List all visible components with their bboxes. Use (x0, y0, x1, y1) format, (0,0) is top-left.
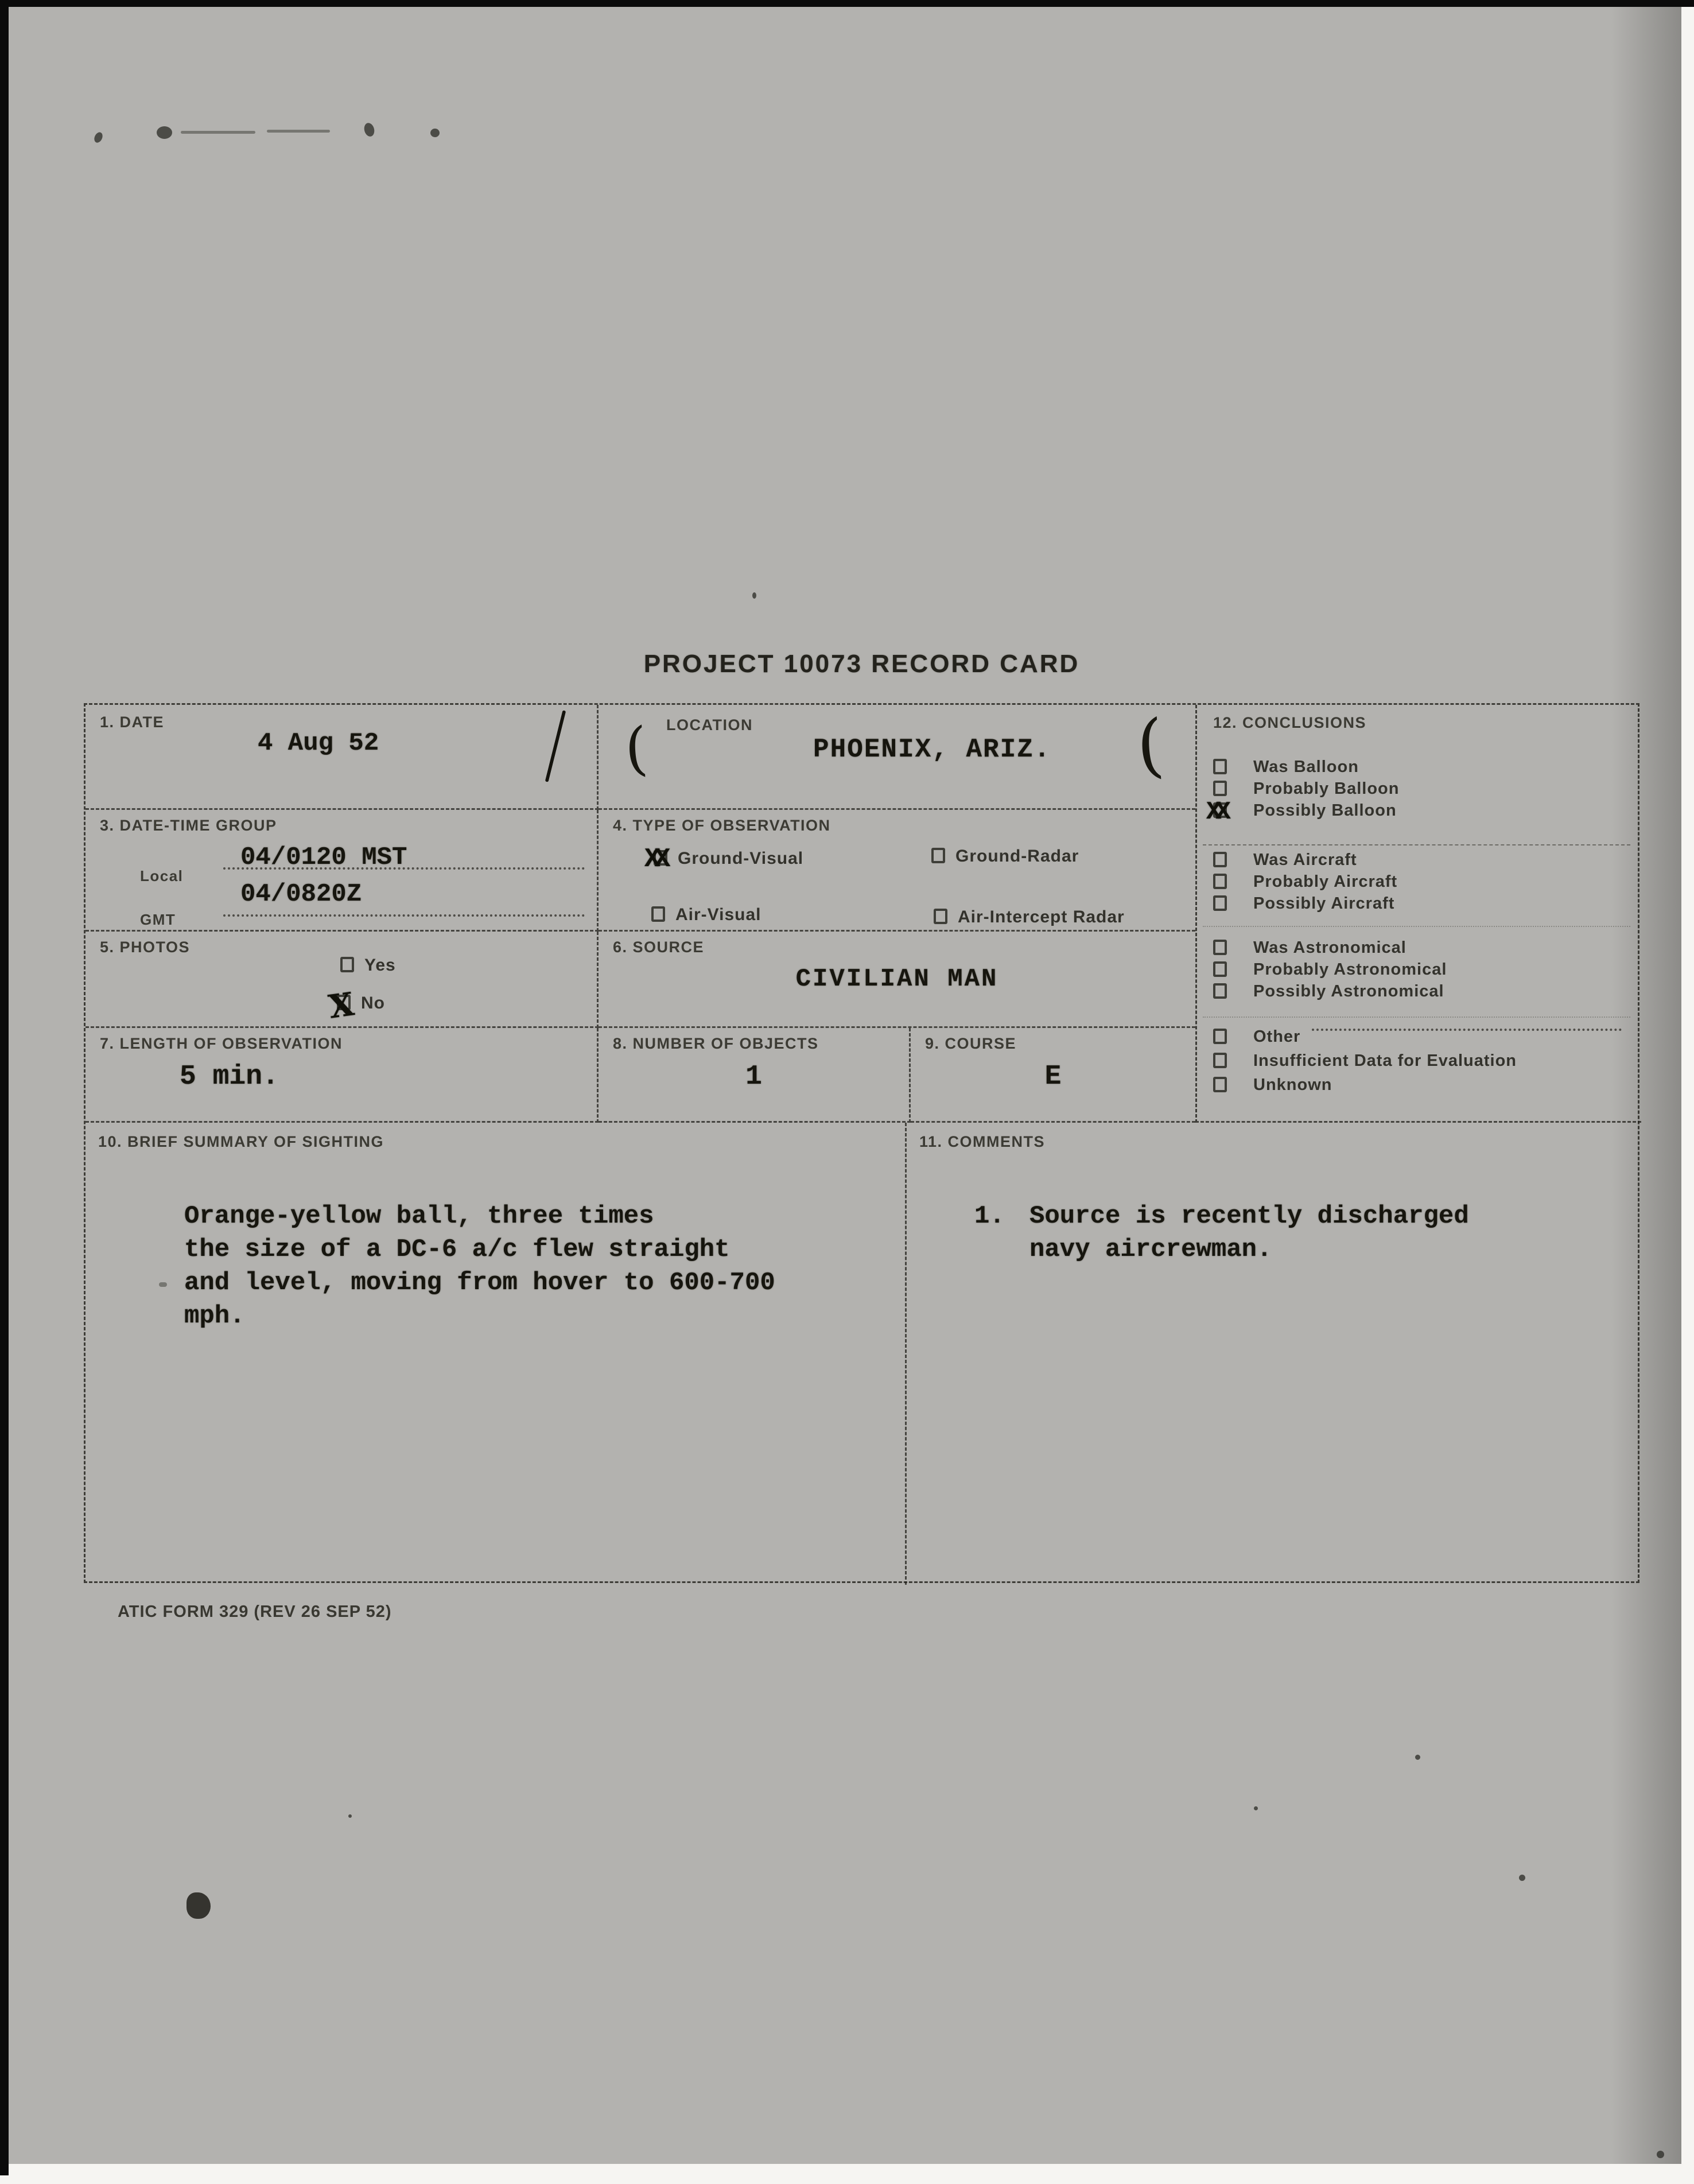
group-separator (1203, 1017, 1630, 1018)
conclusion-probably-balloon (1213, 779, 1626, 802)
ink-speck (1519, 1875, 1525, 1881)
conclusion-label: Other (1253, 1027, 1301, 1046)
field-number-of-objects (599, 1028, 911, 1123)
conclusion-label: Probably Aircraft (1253, 872, 1398, 891)
conclusion-label: Possibly Aircraft (1253, 894, 1395, 913)
checkbox-mark-handwritten: X (326, 985, 356, 1026)
page-title: PROJECT 10073 RECORD CARD (643, 650, 1080, 678)
field-length-value: 5 min. (180, 1061, 279, 1092)
ink-speck (157, 126, 172, 139)
field-dtg-gmt-value: 04/0820Z (240, 880, 362, 909)
scan-edge-left (0, 0, 9, 2175)
scan-edge-top (0, 0, 1694, 7)
ink-speck (1415, 1755, 1420, 1760)
field-source (599, 932, 1195, 1028)
conclusion-possibly-astronomical (1213, 982, 1626, 1005)
checkbox-icon (934, 909, 947, 924)
conclusion-label: Was Balloon (1253, 758, 1359, 776)
field-summary-label: 10. BRIEF SUMMARY OF SIGHTING (98, 1133, 384, 1150)
field-type-of-observation (599, 810, 1195, 932)
summary-line: the size of a DC-6 a/c flew straight (184, 1235, 730, 1264)
field-date-value: 4 Aug 52 (258, 729, 379, 758)
field-dtg-local-value: 04/0120 MST (240, 843, 407, 872)
conclusion-insufficient-data (1213, 1052, 1626, 1074)
ink-speck (1254, 1806, 1258, 1810)
comment-number: 1. (974, 1202, 1005, 1231)
field-length-label: 7. LENGTH OF OBSERVATION (100, 1035, 343, 1052)
conclusion-was-aircraft (1213, 851, 1626, 874)
field-comments-label: 11. COMMENTS (919, 1133, 1046, 1150)
ink-speck (93, 131, 104, 144)
field-number-label: 8. NUMBER OF OBJECTS (613, 1035, 819, 1052)
field-conclusions-label: 12. CONCLUSIONS (1213, 714, 1367, 731)
field-source-label: 6. SOURCE (613, 938, 705, 956)
checkbox-icon (1213, 874, 1227, 889)
conclusion-other (1213, 1027, 1626, 1050)
ink-speck (752, 592, 756, 599)
summary-line: and level, moving from hover to 600-700 (184, 1268, 775, 1297)
group-separator (1203, 844, 1630, 845)
conclusion-label: Possibly Astronomical (1253, 982, 1444, 1000)
fill-in-line (1312, 1029, 1622, 1031)
checkbox-icon (1213, 1077, 1227, 1092)
field-comments (907, 1123, 1641, 1585)
ink-speck (348, 1814, 352, 1818)
field-type-label: 4. TYPE OF OBSERVATION (613, 817, 831, 834)
ink-blot (187, 1892, 211, 1919)
conclusion-label: Was Aircraft (1253, 851, 1357, 869)
checkbox-icon (1213, 1053, 1227, 1068)
field-dtg-label: 3. DATE-TIME GROUP (100, 817, 277, 834)
field-location-value: PHOENIX, ARIZ. (813, 735, 1051, 765)
field-date (86, 705, 599, 810)
option-label: Ground-Radar (955, 847, 1079, 866)
ink-speck (1657, 2151, 1664, 2158)
conclusion-label: Insufficient Data for Evaluation (1253, 1052, 1517, 1070)
field-date-label: 1. DATE (100, 713, 165, 731)
checkbox-icon (1213, 1029, 1227, 1044)
checkbox-icon (1213, 895, 1227, 911)
ink-smudge (159, 1282, 167, 1287)
checkbox-icon (651, 906, 665, 922)
handwritten-slash (545, 710, 566, 782)
option-label: Air-Visual (675, 905, 761, 924)
checkbox-icon (1213, 983, 1227, 999)
field-date-time-group (86, 810, 599, 932)
field-length-of-observation (86, 1028, 599, 1123)
checkbox-icon (1213, 781, 1227, 796)
form-number: ATIC FORM 329 (REV 26 SEP 52) (118, 1603, 392, 1621)
fill-in-line (223, 914, 585, 917)
field-course (911, 1028, 1195, 1123)
checkbox-icon (1213, 940, 1227, 955)
checkbox-icon (340, 957, 354, 972)
conclusion-probably-aircraft (1213, 872, 1626, 895)
conclusion-label: Unknown (1253, 1076, 1332, 1094)
conclusion-was-astronomical (1213, 938, 1626, 961)
conclusion-label: Possibly Balloon (1253, 801, 1397, 820)
ink-speck (430, 129, 440, 137)
option-label: No (361, 994, 385, 1013)
checkbox-icon (1213, 759, 1227, 774)
checkbox-icon (931, 848, 945, 863)
checkbox-icon (1213, 852, 1227, 867)
field-photos (86, 932, 599, 1028)
conclusion-label: Was Astronomical (1253, 938, 1407, 957)
field-conclusions (1195, 705, 1641, 1123)
field-brief-summary (86, 1123, 907, 1585)
record-card (84, 703, 1639, 1583)
summary-line: mph. (184, 1302, 245, 1330)
conclusion-unknown (1213, 1076, 1626, 1099)
group-separator (1203, 926, 1630, 927)
option-label: Ground-Visual (678, 849, 804, 868)
option-label: Yes (364, 956, 396, 975)
conclusion-probably-astronomical (1213, 960, 1626, 983)
conclusion-was-balloon (1213, 758, 1626, 781)
conclusion-possibly-balloon (1206, 798, 1626, 827)
ink-smudge (181, 131, 255, 134)
conclusion-label: Probably Balloon (1253, 779, 1400, 798)
field-dtg-gmt-label: GMT (140, 911, 176, 928)
handwritten-paren: ( (1134, 705, 1167, 787)
checkbox-mark: XX (1206, 798, 1225, 827)
field-dtg-local-label: Local (140, 867, 184, 885)
ink-speck (363, 122, 376, 138)
fill-in-line (223, 867, 585, 870)
conclusion-label: Probably Astronomical (1253, 960, 1447, 979)
checkbox-mark: XX (644, 844, 665, 874)
handwritten-paren: ( (622, 714, 650, 783)
field-course-value: E (1044, 1061, 1062, 1092)
option-label: Air-Intercept Radar (958, 907, 1125, 926)
comment-line: navy aircrewman. (1029, 1235, 1272, 1264)
summary-line: Orange-yellow ball, three times (184, 1202, 654, 1231)
ink-smudge (267, 130, 330, 133)
field-course-label: 9. COURSE (925, 1035, 1017, 1052)
comment-line: Source is recently discharged (1029, 1202, 1469, 1231)
field-location-label: LOCATION (666, 716, 753, 734)
field-photos-label: 5. PHOTOS (100, 938, 191, 956)
field-source-value: CIVILIAN MAN (795, 965, 998, 994)
checkbox-icon (1213, 961, 1227, 977)
conclusion-possibly-aircraft (1213, 894, 1626, 917)
field-number-value: 1 (745, 1061, 762, 1092)
field-location (599, 705, 1195, 810)
